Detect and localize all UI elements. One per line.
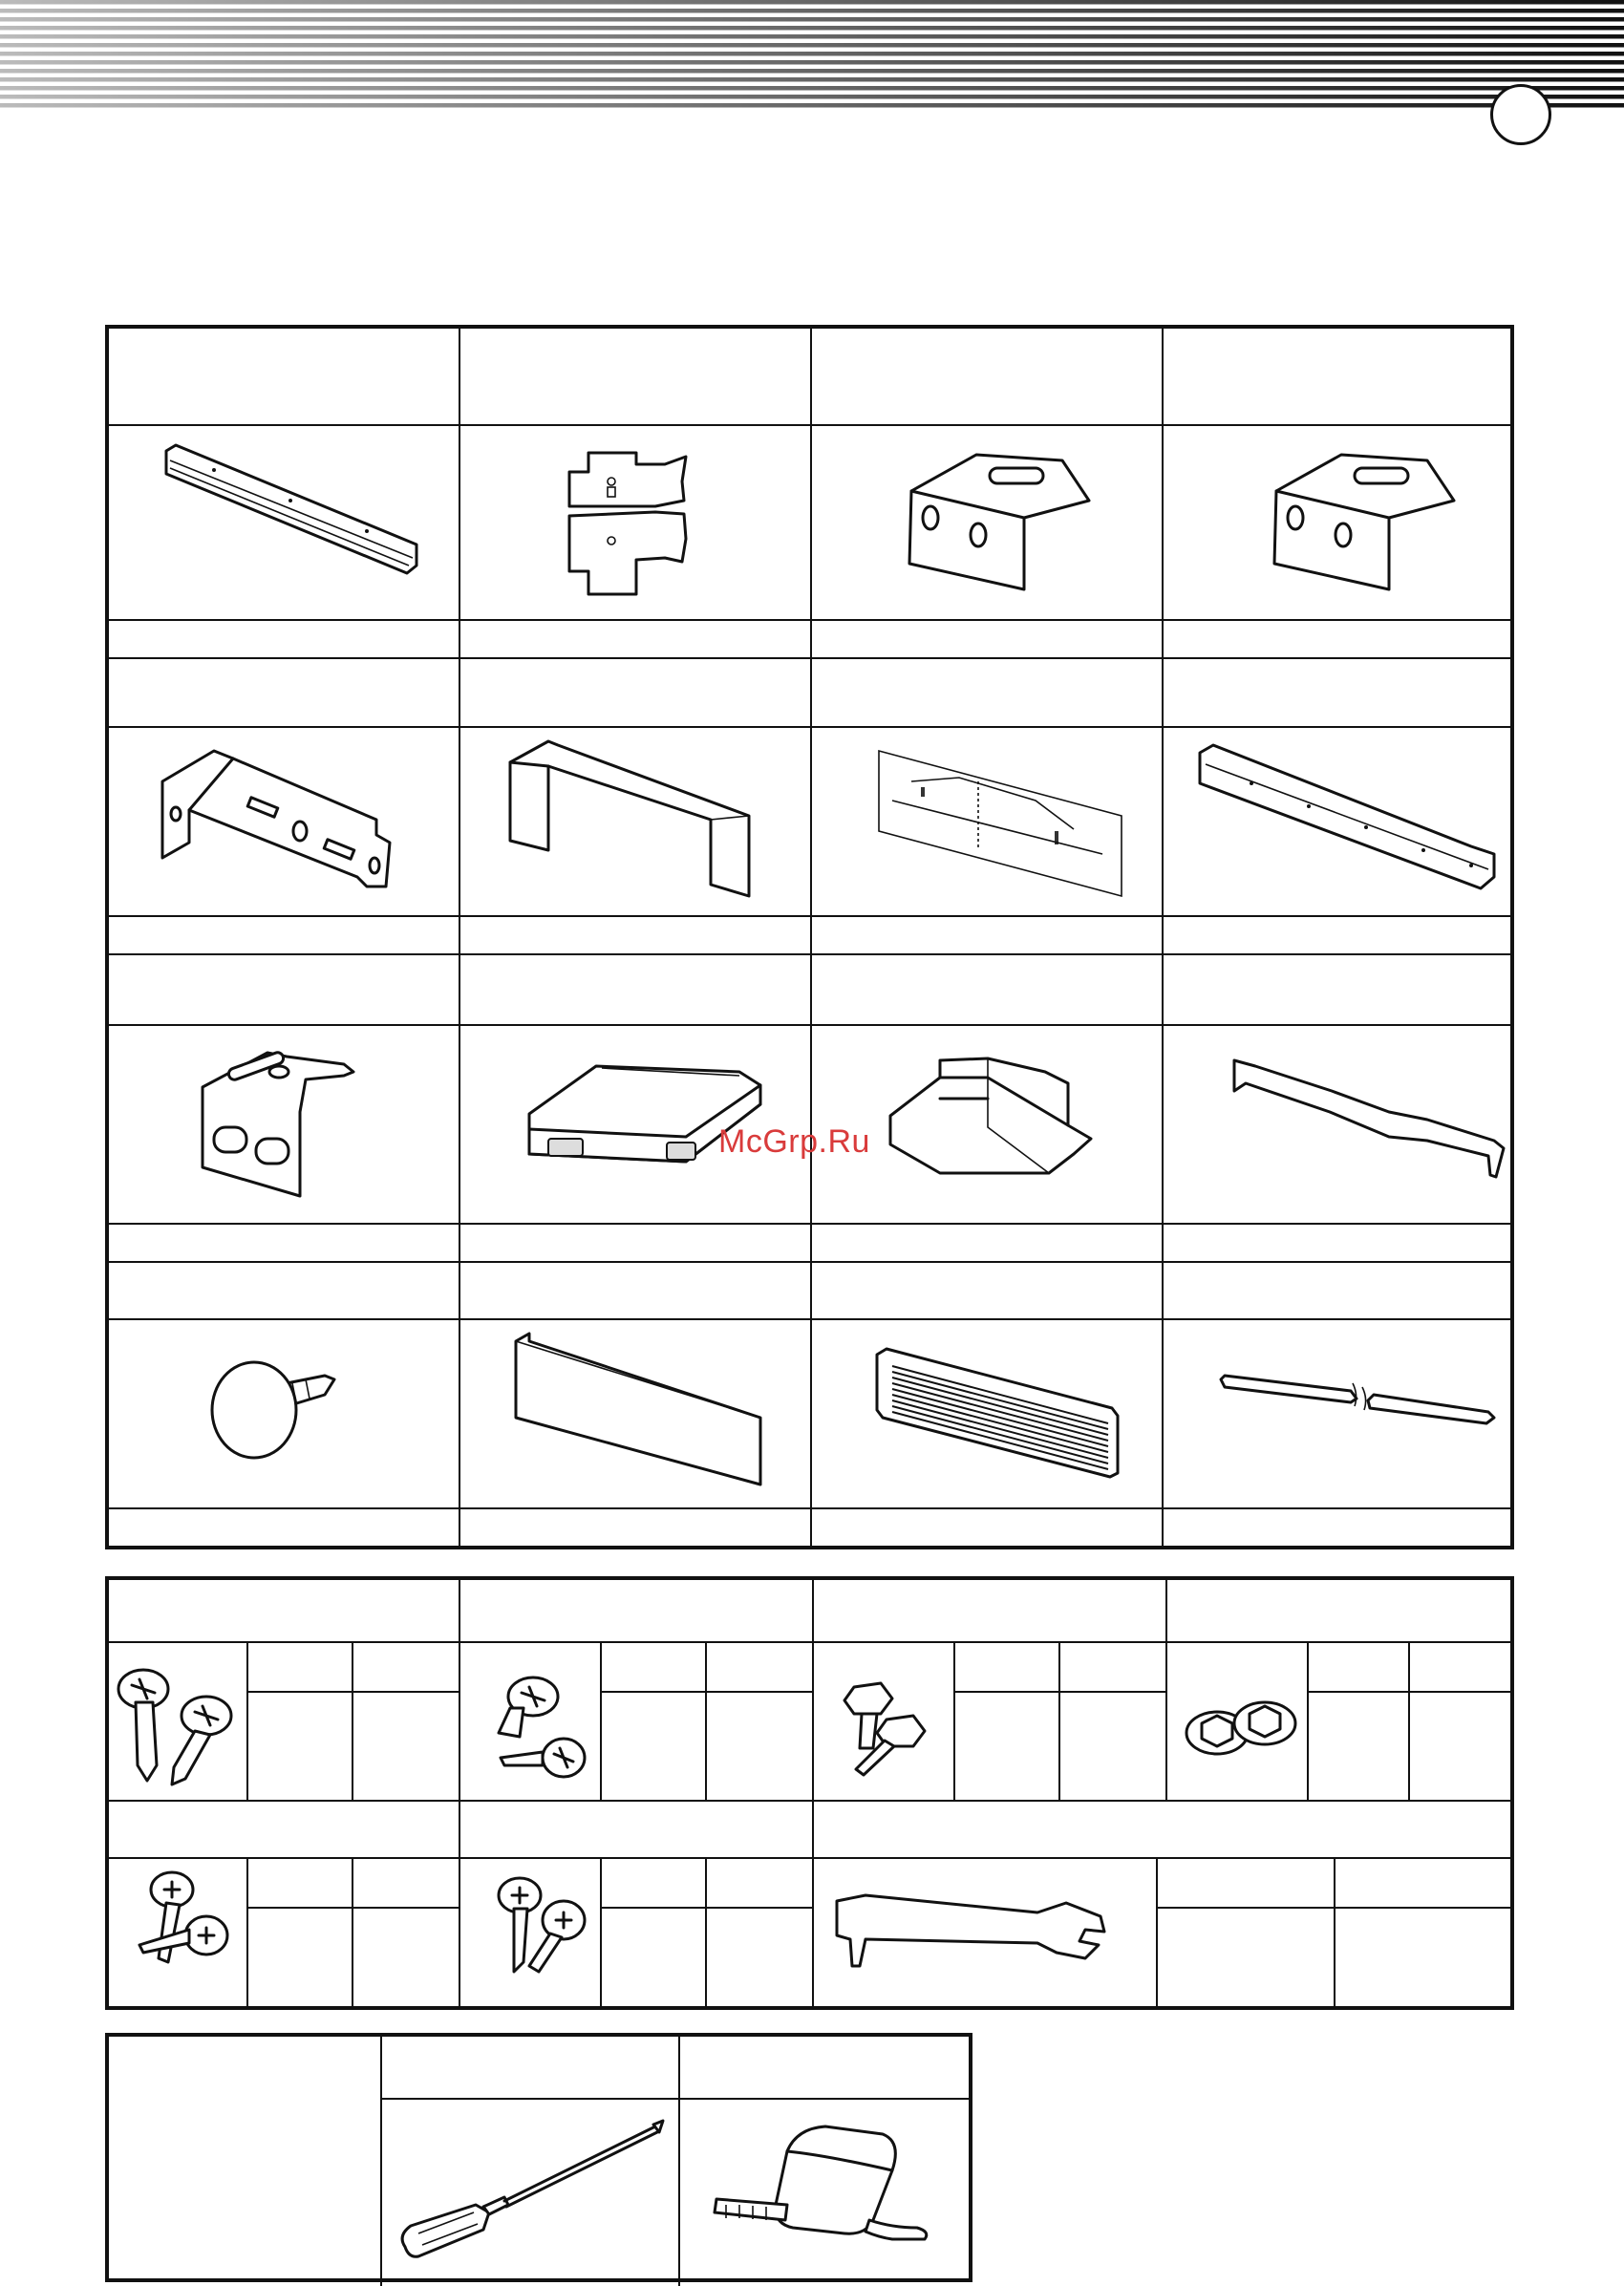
header-stripe (0, 95, 1624, 99)
header-stripe (0, 34, 1624, 39)
screw-pair-medium-icon (481, 1867, 596, 1991)
header-stripes (0, 0, 1624, 115)
header-stripe (0, 77, 1624, 82)
side-panel-icon (491, 734, 778, 906)
wrench-icon (827, 1886, 1143, 1991)
fasteners-table (105, 1576, 1514, 2010)
header-stripe (0, 60, 1624, 65)
hex-bolt-pair-icon (835, 1676, 950, 1790)
angle-bracket-right-icon (1255, 441, 1465, 604)
page-number-badge (1490, 84, 1551, 145)
watermark: McGrp.Ru (718, 1123, 870, 1160)
fixing-plate-icon (1185, 734, 1509, 906)
header-stripe (0, 86, 1624, 91)
header-stripe (0, 26, 1624, 31)
vent-grille-icon (864, 1341, 1131, 1485)
flange-nut-pair-icon (1179, 1685, 1303, 1771)
paper-template-icon (864, 743, 1131, 906)
plastic-rivet-icon (210, 1337, 363, 1481)
screw-pair-small-icon (134, 1867, 248, 1991)
header-stripe (0, 43, 1624, 48)
header-stripe (0, 17, 1624, 22)
tools-table (105, 2033, 972, 2282)
mounting-rail-icon (157, 441, 424, 604)
angle-bracket-left-icon (890, 441, 1100, 604)
header-stripe (0, 9, 1624, 13)
strap-icon (1217, 1053, 1513, 1206)
short-screw-pair-icon (481, 1666, 596, 1790)
cover-strip-icon (501, 1322, 778, 1494)
header-stripe (0, 52, 1624, 56)
hinge-bracket-icon (560, 443, 713, 606)
parts-table (105, 325, 1514, 1549)
screwdriver-icon (390, 2113, 676, 2275)
clamp-bracket-icon (182, 1043, 392, 1215)
header-stripe (0, 103, 1624, 108)
corner-cover-icon (873, 1039, 1122, 1211)
seal-rod-icon (1207, 1370, 1504, 1446)
header-stripe (0, 0, 1624, 5)
slotted-bracket-icon (147, 743, 415, 906)
tape-measure-icon (701, 2113, 959, 2275)
header-stripe (0, 69, 1624, 74)
screw-pair-icon (115, 1660, 239, 1794)
